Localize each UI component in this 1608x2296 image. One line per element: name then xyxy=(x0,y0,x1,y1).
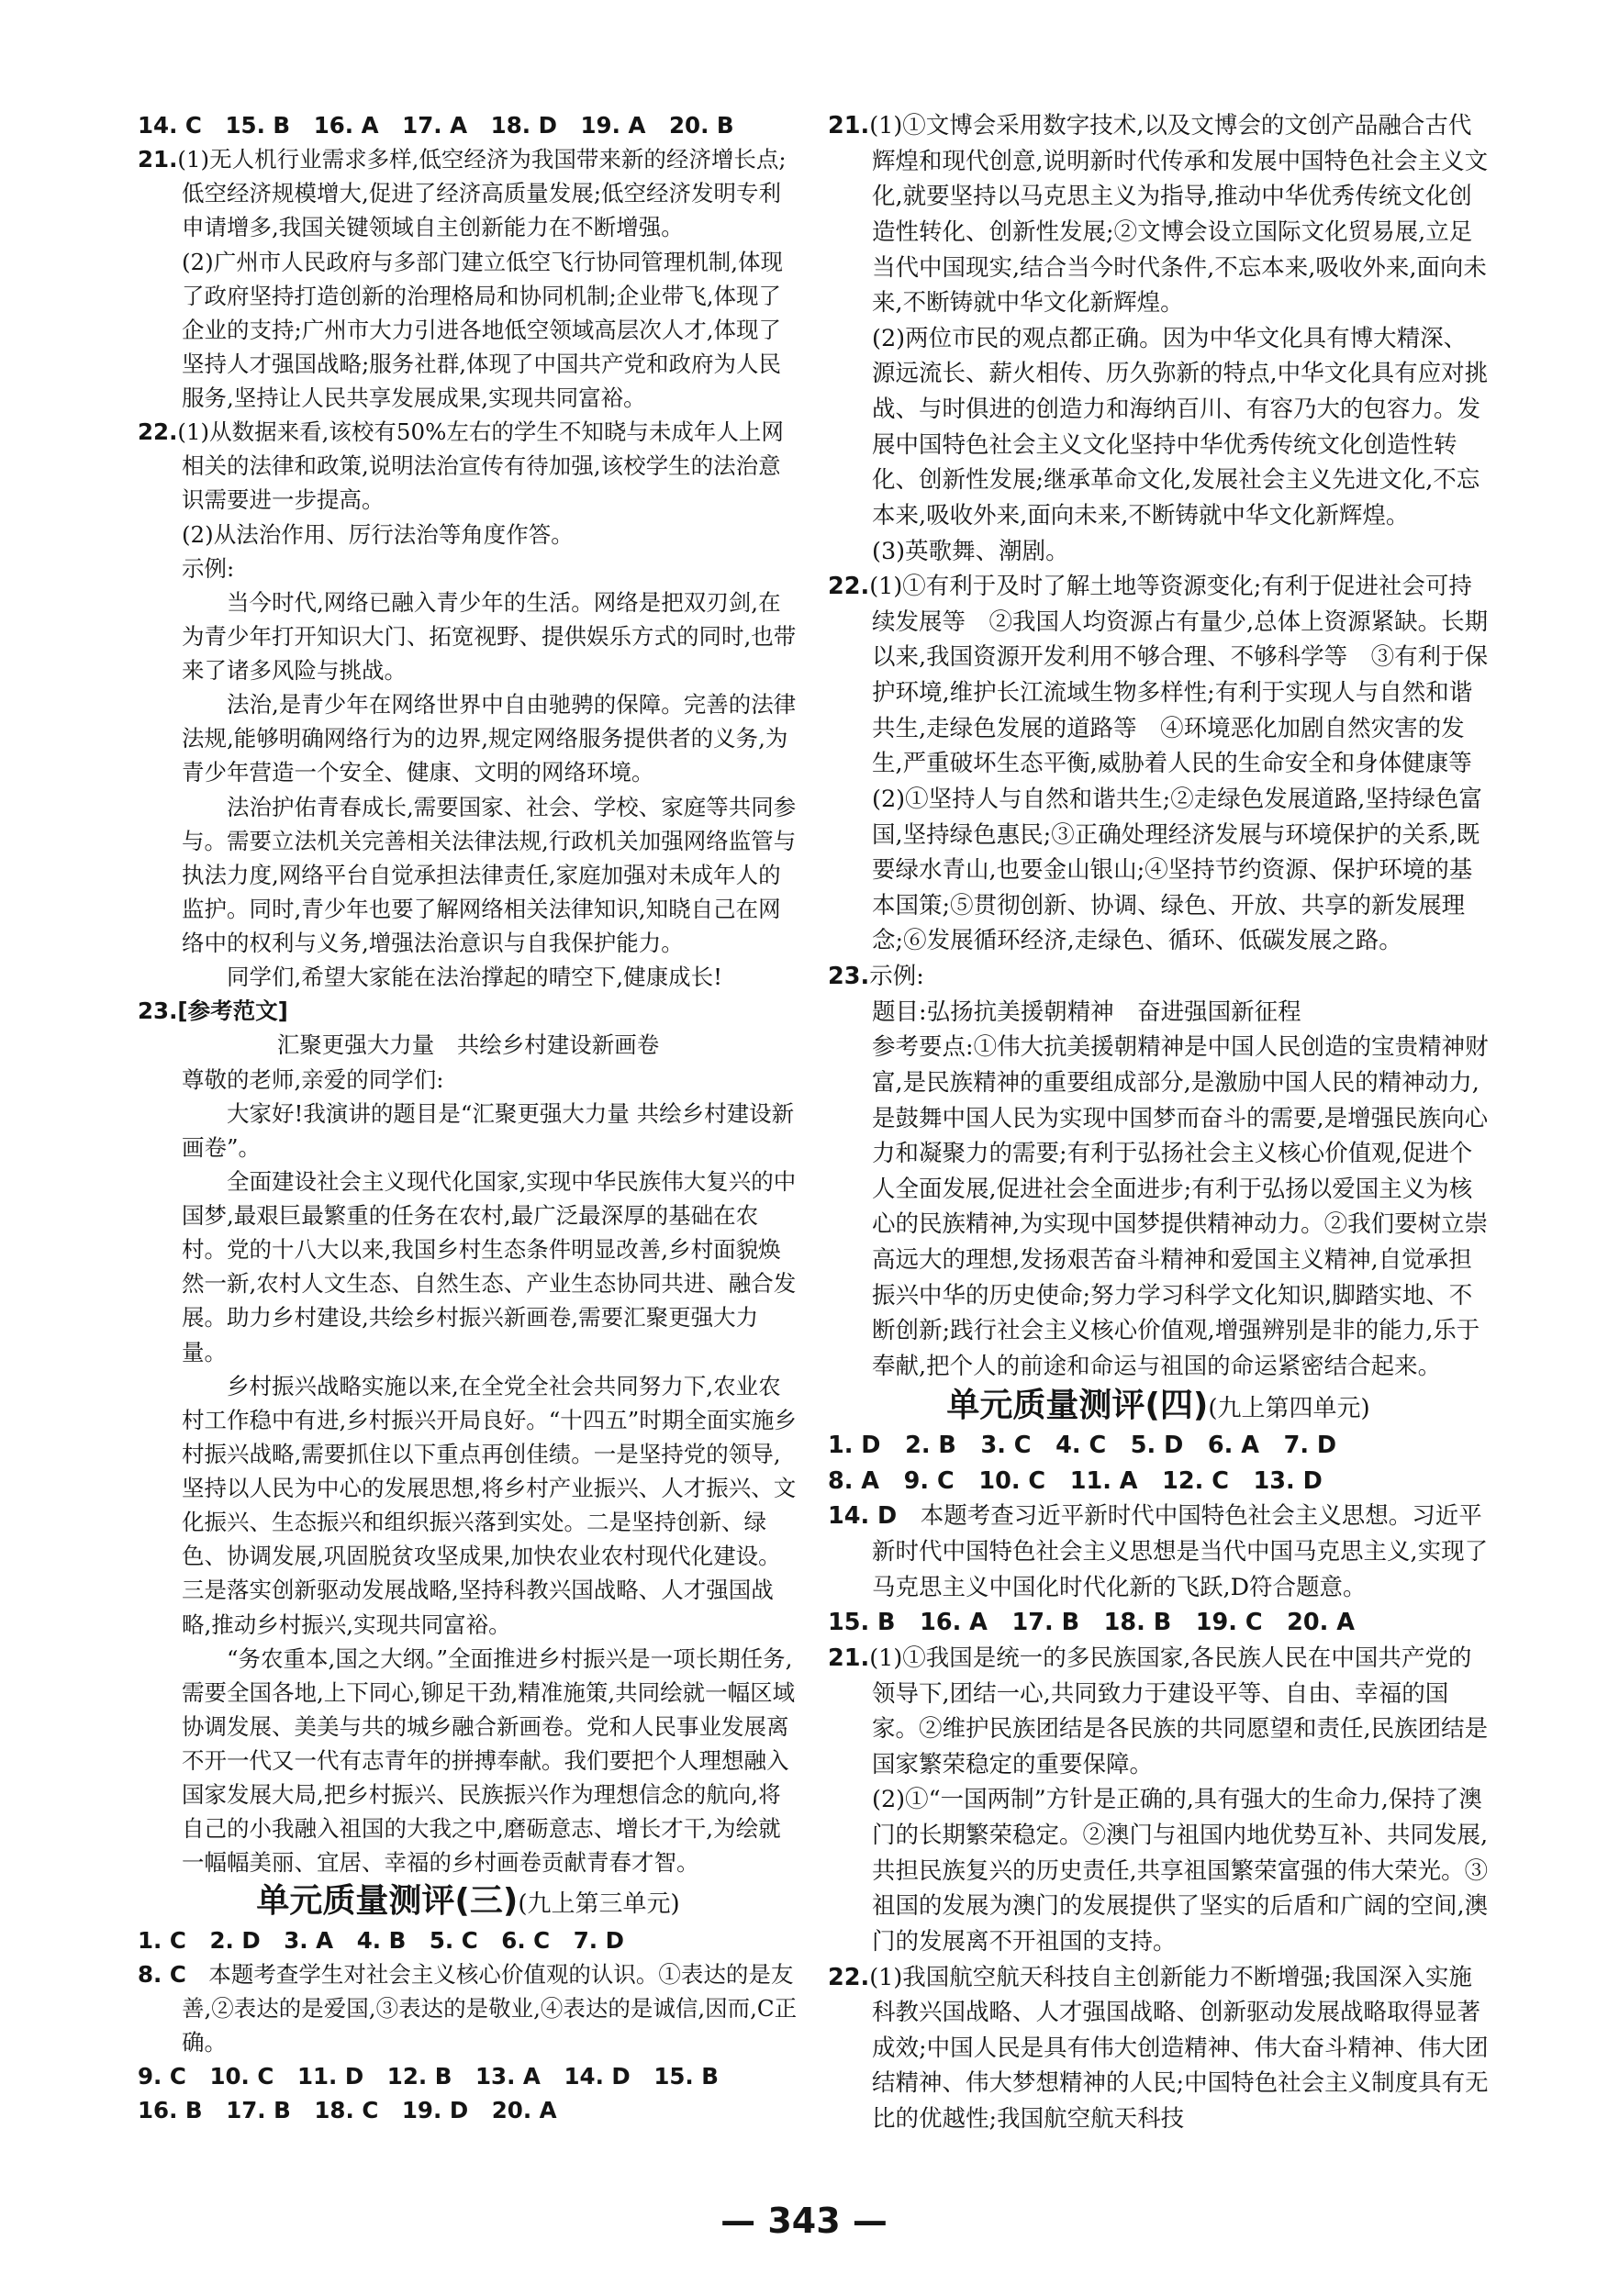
answer-text: (2)广州市人民政府与多部门建立低空飞行协同管理机制,体现了政府坚持打造创新的治理格局和协同机制;企业带飞,体现了企业的支持;广州市大力引进各地低空领域高层次人才,体现了坚持人才强国战略;服务社群,体现了中国共产党和政府为人民服务,坚持让人民共享发展成果,实现共同富裕。 xyxy=(182,248,783,411)
unit-3-heading xyxy=(138,1881,798,1922)
answer-text: (1)①我国是统一的多民族国家,各民族人民在中国共产党的领导下,团结一心,共同致力于建设平等、自由、幸福的国家。②维护民族团结是各民族的共同愿望和责任,民族团结是国家繁荣稳定的重要保障。 xyxy=(869,1644,1489,1778)
question-number: 21. xyxy=(828,112,870,139)
question-number: 22. xyxy=(138,418,178,446)
example-label: 示例: xyxy=(869,963,924,990)
question-number: 21. xyxy=(828,1644,870,1672)
essay-topic: 题目:弘扬抗美援朝精神 奋进强国新征程 xyxy=(872,998,1301,1026)
unit4-question-22 xyxy=(828,1960,1489,2137)
essay-greeting: 尊敬的老师,亲爱的同学们: xyxy=(182,1065,444,1093)
answer-text: (3)英歌舞、潮剧。 xyxy=(872,537,1069,565)
unit-subtitle: (九上第四单元) xyxy=(1208,1394,1370,1422)
answer-text: (1)①有利于及时了解土地等资源变化;有利于促进社会可持续发展等 ②我国人均资源占有量少,总体上资源紧缺。长期以来,我国资源开发利用不够合理、不够科学等 ③有利于保护环境,维护长江流域生物多样性;有利于实现人与自然和谐共生,走绿色发展的道路等 ④环境恶化加剧自然灾害的发生,严重破坏生态平衡,威胁着人民的生命安全和身体健康等 xyxy=(869,573,1489,778)
essay-title: 汇聚更强大力量 共绘乡村建设新画卷 xyxy=(276,1031,660,1059)
answers-16-20: 16. B 17. B 18. C 19. D 20. A xyxy=(138,2097,557,2124)
essay-paragraph: 大家好!我演讲的题目是“汇聚更强大力量 共绘乡村建设新画卷”。 xyxy=(182,1099,795,1161)
answer-text: (1)无人机行业需求多样,低空经济为我国带来新的经济增长点;低空经济规模增大,促进了经济高质量发展;低空经济发明专利申请增多,我国关键领域自主创新能力在不断增强。 xyxy=(177,146,787,241)
unit-title: 单元质量测评(四) xyxy=(946,1386,1209,1424)
answer-text: (2)①坚持人与自然和谐共生;②走绿色发展道路,坚持绿色富国,坚持绿色惠民;③正确处理经济发展与环境保护的关系,既要绿水青山,也要金山银山;④坚持节约资源、保护环境的基本国策;⑤贯彻创新、协调、绿色、开放、共享的新发展理念;⑥发展循环经济,走绿色、循环、低碳发展之路。 xyxy=(872,785,1482,955)
question-23-right xyxy=(828,959,1489,1385)
right-column xyxy=(828,108,1489,2137)
question-number: 22. xyxy=(828,1963,870,1991)
answer-text: (1)①文博会采用数字技术,以及文博会的文创产品融合古代辉煌和现代创意,说明新时代传承和发展中国特色社会主义文化,就要坚持以马克思主义为指导,推动中华优秀传统文化创造性转化、创新性发展;②文博会设立国际文化贸易展,立足当代中国现实,结合当今时代条件,不忘本来,吸收外来,面向未来,不断铸就中华文化新辉煌。 xyxy=(869,112,1489,318)
unit-4-heading xyxy=(828,1388,1489,1427)
page-number: — 343 — xyxy=(720,2201,888,2241)
question-21-right xyxy=(828,108,1489,569)
answers-1-7: 1. C 2. D 3. A 4. B 5. C 6. C 7. D xyxy=(138,1926,624,1954)
essay-paragraph: 法治,是青少年在网络世界中自由驰骋的保障。完善的法律法规,能够明确网络行为的边界,规定网络服务提供者的义务,为青少年营造一个安全、健康、文明的网络环境。 xyxy=(182,691,797,786)
question-number: 14. D xyxy=(828,1502,898,1531)
essay-paragraph: 同学们,希望大家能在法治撑起的晴空下,健康成长! xyxy=(227,964,722,991)
answer-text: 参考要点:①伟大抗美援朝精神是中国人民创造的宝贵精神财富,是民族精神的重要组成部分,是激励中国人民的精神动力,是鼓舞中国人民为实现中国梦而奋斗的需要,是增强民族向心力和凝聚力的需要;有利于弘扬社会主义核心价值观,促进个人全面发展,促进社会全面进步;有利于弘扬以爱国主义为核心的民族精神,为实现中国梦提供精神动力。②我们要树立崇高远大的理想,发扬艰苦奋斗精神和爱国主义精神,自觉承担振兴中华的历史使命;努力学习科学文化知识,脚踏实地、不断创新;践行社会主义核心价值观,增强辨别是非的能力,乐于奉献,把个人的前途和命运与祖国的命运紧密结合起来。 xyxy=(872,1033,1489,1380)
example-label: 示例: xyxy=(182,554,235,582)
question-number: 21. xyxy=(138,146,178,173)
answer-text: 本题考查习近平新时代中国特色社会主义思想。习近平新时代中国特色社会主义思想是当代中国马克思主义,实现了马克思主义中国化时代化新的飞跃,D符合题意。 xyxy=(872,1502,1489,1601)
unit4-question-21 xyxy=(828,1641,1489,1960)
question-number: 23. xyxy=(828,963,870,990)
essay-paragraph: 法治护佑青春成长,需要国家、社会、学校、家庭等共同参与。需要立法机关完善相关法律法规,行政机关加强网络监管与执法力度,网络平台自觉承担法律责任,家庭加强对未成年人的监护。同时,青少年也要了解网络相关法律知识,知晓自己在网络中的权利与义务,增强法治意识与自我保护能力。 xyxy=(182,793,797,956)
question-22-right xyxy=(828,569,1489,959)
left-column xyxy=(138,108,798,2127)
answers-15-20: 15. B 16. A 17. B 18. B 19. C 20. A xyxy=(828,1609,1355,1637)
unit-subtitle: (九上第三单元) xyxy=(518,1889,680,1918)
essay-paragraph: 乡村振兴战略实施以来,在全党全社会共同努力下,农业农村工作稳中有进,乡村振兴开局良好。“十四五”时期全面实施乡村振兴战略,需要抓住以下重点再创佳绩。一是坚持党的领导,坚持以人民为中心的发展思想,将乡村产业振兴、人才振兴、文化振兴、生态振兴和组织振兴落到实处。二是坚持创新、绿色、协调发展,巩固脱贫攻坚成果,加快农业农村现代化建设。三是落实创新驱动发展战略,坚持科教兴国战略、人才强国战略,推动乡村振兴,实现共同富裕。 xyxy=(182,1372,797,1638)
question-number: 22. xyxy=(828,573,870,601)
unit-title: 单元质量测评(三) xyxy=(256,1881,519,1920)
answer-text: (1)从数据来看,该校有50%左右的学生不知晓与未成年人上网相关的法律和政策,说明法治宣传有待加强,该校学生的法治意识需要进一步提高。 xyxy=(177,418,784,514)
reference-essay-heading: 23.[参考范文] xyxy=(138,998,288,1025)
question-23-left xyxy=(138,994,798,1879)
essay-paragraph: 当今时代,网络已融入青少年的生活。网络是把双刃剑,在为青少年打开知识大门、拓宽视野、提供娱乐方式的同时,也带来了诸多风险与挑战。 xyxy=(182,588,797,684)
question-number: 8. C xyxy=(138,1960,186,1988)
question-22-left xyxy=(138,415,798,994)
essay-paragraph: “务农重本,国之大纲。”全面推进乡村振兴是一项长期任务,需要全国各地,上下同心,铆足干劲,精准施策,共同绘就一幅区域协调发展、美美与共的城乡融合新画卷。党和人民事业发展离不开一代又一代有志青年的拼搏奉献。我们要把个人理想融入国家发展大局,把乡村振兴、民族振兴作为理想信念的航向,将自己的小我融入祖国的大我之中,磨砺意志、增长才干,为绘就一幅幅美丽、宜居、幸福的乡村画卷贡献青春才智。 xyxy=(182,1644,796,1877)
answer-text: 本题考查学生对社会主义核心价值观的认识。①表达的是友善,②表达的是爱国,③表达的是敬业,④表达的是诚信,因而,C正确。 xyxy=(182,1960,798,2056)
answer-text: (1)我国航空航天科技自主创新能力不断增强;我国深入实施科教兴国战略、人才强国战略、创新驱动发展战略取得显著成效;中国人民是具有伟大创造精神、伟大奋斗精神、伟大团结精神、伟大梦想精神的人民;中国特色社会主义制度具有无比的优越性;我国航空航天科技 xyxy=(869,1963,1489,2133)
answers-14-20: 14. C 15. B 16. A 17. A 18. D 19. A 20. B xyxy=(138,112,734,139)
answer-text: (2)①“一国两制”方针是正确的,具有强大的生命力,保持了澳门的长期繁荣稳定。②澳门与祖国内地优势互补、共同发展,共担民族复兴的历史责任,共享祖国繁荣富强的伟大荣光。③祖国的发展为澳门的发展提供了坚实的后盾和广阔的空间,澳门的发展离不开祖国的支持。 xyxy=(872,1786,1489,1956)
question-21-left xyxy=(138,142,798,415)
answer-text: (2)从法治作用、厉行法治等角度作答。 xyxy=(182,520,574,548)
answers-9-15: 9. C 10. C 11. D 12. B 13. A 14. D 15. B xyxy=(138,2063,719,2090)
answers-8-13: 8. A 9. C 10. C 11. A 12. C 13. D xyxy=(828,1466,1323,1495)
essay-paragraph: 全面建设社会主义现代化国家,实现中华民族伟大复兴的中国梦,最艰巨最繁重的任务在农村,最广泛最深厚的基础在农村。党的十八大以来,我国乡村生态条件明显改善,乡村面貌焕然一新,农村人文生态、自然生态、产业生态协同共进、融合发展。助力乡村建设,共绘乡村振兴新画卷,需要汇聚更强大力量。 xyxy=(182,1167,797,1365)
answers-1-7: 1. D 2. B 3. C 4. C 5. D 6. A 7. D xyxy=(828,1432,1337,1460)
answer-text: (2)两位市民的观点都正确。因为中华文化具有博大精深、源远流长、薪火相传、历久弥新的特点,中华文化具有应对挑战、与时俱进的创造力和海纳百川、有容乃大的包容力。发展中国特色社会主义文化坚持中华优秀传统文化创造性转化、创新性发展;继承革命文化,发展社会主义先进文化,不忘本来,吸收外来,面向未来,不断铸就中华文化新辉煌。 xyxy=(872,324,1489,529)
